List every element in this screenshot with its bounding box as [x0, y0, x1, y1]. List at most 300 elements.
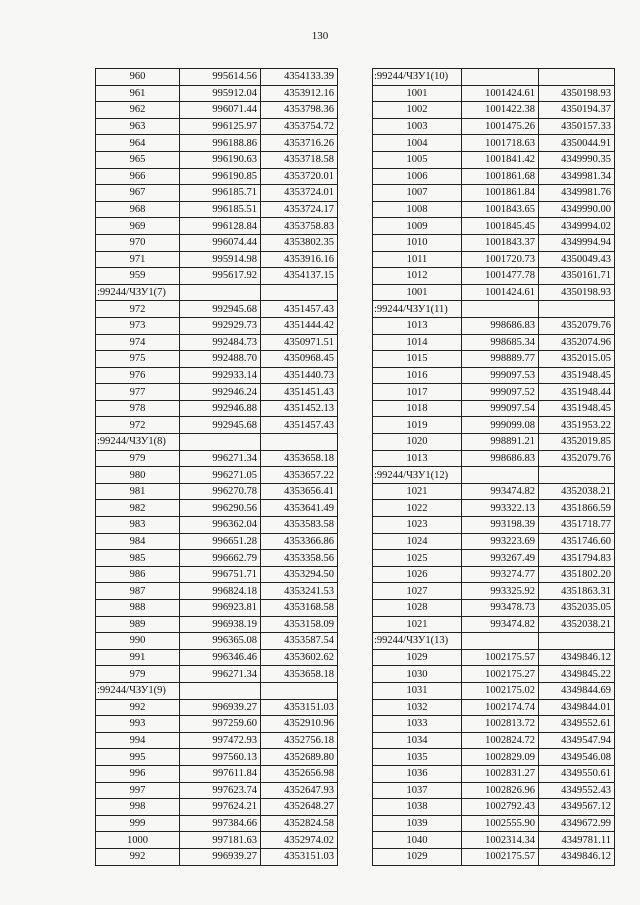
table-row: [96, 815, 338, 832]
table-row: [373, 832, 615, 849]
y-coordinate-cell: 4352074.96: [539, 334, 615, 351]
y-coordinate-cell: 4353151.03: [261, 848, 338, 865]
table-row: [373, 151, 615, 168]
table-row: [373, 351, 615, 368]
point-number-cell: 1015: [373, 351, 462, 368]
x-coordinate-cell: 1001718.63: [462, 135, 539, 152]
y-coordinate-cell: 4349547.94: [539, 732, 615, 749]
point-number-cell: 961: [96, 85, 180, 102]
table-row: [96, 168, 338, 185]
table-row: [373, 85, 615, 102]
x-coordinate-cell: 995617.92: [180, 268, 261, 285]
y-coordinate-cell: 4351863.31: [539, 583, 615, 600]
point-number-cell: 1012: [373, 268, 462, 285]
section-label-cell: :99244/ЧЗУ1(10): [373, 69, 462, 86]
y-coordinate-cell: 4352974.02: [261, 832, 338, 849]
y-coordinate-cell: 4353758.83: [261, 218, 338, 235]
y-coordinate-cell: 4350049.43: [539, 251, 615, 268]
x-coordinate-cell: 996651.28: [180, 533, 261, 550]
x-coordinate-cell: 996346.46: [180, 649, 261, 666]
x-coordinate-cell: 996071.44: [180, 102, 261, 119]
y-coordinate-cell: 4349994.02: [539, 218, 615, 235]
y-coordinate-cell: 4351457.43: [261, 417, 338, 434]
x-coordinate-cell: 993223.69: [462, 533, 539, 550]
x-coordinate-cell: 996185.51: [180, 201, 261, 218]
table-row: [373, 799, 615, 816]
y-coordinate-cell: 4349845.22: [539, 666, 615, 683]
x-coordinate-cell: 1002175.57: [462, 649, 539, 666]
table-row: [96, 467, 338, 484]
point-number-cell: 966: [96, 168, 180, 185]
x-coordinate-cell: 992933.14: [180, 367, 261, 384]
x-coordinate-cell: 998686.83: [462, 450, 539, 467]
point-number-cell: 1014: [373, 334, 462, 351]
table-row: [373, 765, 615, 782]
point-number-cell: 1016: [373, 367, 462, 384]
point-number-cell: 1000: [96, 832, 180, 849]
x-coordinate-cell: [462, 467, 539, 484]
x-coordinate-cell: 1002175.02: [462, 682, 539, 699]
x-coordinate-cell: 1001477.78: [462, 268, 539, 285]
table-row: [96, 799, 338, 816]
table-row: [96, 550, 338, 567]
y-coordinate-cell: 4351746.60: [539, 533, 615, 550]
y-coordinate-cell: 4352079.76: [539, 317, 615, 334]
y-coordinate-cell: 4349672.99: [539, 815, 615, 832]
table-row: [96, 500, 338, 517]
y-coordinate-cell: 4349990.00: [539, 201, 615, 218]
point-number-cell: 965: [96, 151, 180, 168]
x-coordinate-cell: 995614.56: [180, 69, 261, 86]
point-number-cell: 979: [96, 450, 180, 467]
y-coordinate-cell: 4349552.61: [539, 716, 615, 733]
y-coordinate-cell: 4351444.42: [261, 317, 338, 334]
y-coordinate-cell: 4353241.53: [261, 583, 338, 600]
point-number-cell: 1006: [373, 168, 462, 185]
point-number-cell: 993: [96, 716, 180, 733]
point-number-cell: 989: [96, 616, 180, 633]
table-row: [96, 749, 338, 766]
point-number-cell: 1018: [373, 400, 462, 417]
y-coordinate-cell: 4350198.93: [539, 85, 615, 102]
x-coordinate-cell: 1001424.61: [462, 85, 539, 102]
table-row: [96, 666, 338, 683]
point-number-cell: 1028: [373, 600, 462, 617]
x-coordinate-cell: 992945.68: [180, 417, 261, 434]
x-coordinate-cell: 996365.08: [180, 633, 261, 650]
point-number-cell: 1035: [373, 749, 462, 766]
table-row: [373, 102, 615, 119]
x-coordinate-cell: 1001475.26: [462, 118, 539, 135]
table-row: [373, 201, 615, 218]
y-coordinate-cell: 4350161.71: [539, 268, 615, 285]
x-coordinate-cell: 996271.34: [180, 450, 261, 467]
x-coordinate-cell: 996362.04: [180, 517, 261, 534]
x-coordinate-cell: [180, 682, 261, 699]
x-coordinate-cell: 997259.60: [180, 716, 261, 733]
y-coordinate-cell: 4349981.76: [539, 185, 615, 202]
y-coordinate-cell: 4350044.91: [539, 135, 615, 152]
y-coordinate-cell: 4352035.05: [539, 600, 615, 617]
x-coordinate-cell: 997623.74: [180, 782, 261, 799]
table-row: [373, 268, 615, 285]
y-coordinate-cell: 4349550.61: [539, 765, 615, 782]
point-number-cell: 1024: [373, 533, 462, 550]
table-row: [96, 135, 338, 152]
x-coordinate-cell: 996270.78: [180, 483, 261, 500]
point-number-cell: 1039: [373, 815, 462, 832]
point-number-cell: 1010: [373, 234, 462, 251]
x-coordinate-cell: 998891.21: [462, 434, 539, 451]
y-coordinate-cell: 4350157.33: [539, 118, 615, 135]
table-row: [96, 583, 338, 600]
x-coordinate-cell: 992946.24: [180, 384, 261, 401]
section-header-row: [373, 69, 615, 86]
table-row: [373, 417, 615, 434]
table-row: [373, 284, 615, 301]
point-number-cell: 992: [96, 699, 180, 716]
point-number-cell: 1001: [373, 85, 462, 102]
y-coordinate-cell: [539, 69, 615, 86]
y-coordinate-cell: 4353583.58: [261, 517, 338, 534]
point-number-cell: 984: [96, 533, 180, 550]
table-row: [96, 301, 338, 318]
table-row: [373, 616, 615, 633]
x-coordinate-cell: 996751.71: [180, 566, 261, 583]
x-coordinate-cell: 993198.39: [462, 517, 539, 534]
x-coordinate-cell: 997181.63: [180, 832, 261, 849]
table-row: [96, 716, 338, 733]
section-header-row: [96, 284, 338, 301]
x-coordinate-cell: [180, 284, 261, 301]
table-row: [96, 218, 338, 235]
point-number-cell: 1021: [373, 483, 462, 500]
y-coordinate-cell: 4353151.03: [261, 699, 338, 716]
y-coordinate-cell: 4353602.62: [261, 649, 338, 666]
y-coordinate-cell: 4349844.69: [539, 682, 615, 699]
y-coordinate-cell: 4351948.45: [539, 400, 615, 417]
table-row: [373, 334, 615, 351]
x-coordinate-cell: 995914.98: [180, 251, 261, 268]
table-row: [96, 848, 338, 865]
table-row: [373, 400, 615, 417]
point-number-cell: 980: [96, 467, 180, 484]
table-row: [96, 517, 338, 534]
y-coordinate-cell: 4352015.05: [539, 351, 615, 368]
table-row: [373, 600, 615, 617]
point-number-cell: 1034: [373, 732, 462, 749]
point-number-cell: 1007: [373, 185, 462, 202]
table-row: [373, 682, 615, 699]
x-coordinate-cell: 1002175.57: [462, 848, 539, 865]
x-coordinate-cell: 996824.18: [180, 583, 261, 600]
table-row: [373, 500, 615, 517]
section-label-cell: :99244/ЧЗУ1(7): [96, 284, 180, 301]
point-number-cell: 963: [96, 118, 180, 135]
point-number-cell: 1004: [373, 135, 462, 152]
page-number: 130: [311, 30, 329, 42]
table-row: [96, 450, 338, 467]
y-coordinate-cell: 4353718.58: [261, 151, 338, 168]
x-coordinate-cell: 992484.73: [180, 334, 261, 351]
point-number-cell: 978: [96, 400, 180, 417]
point-number-cell: 1017: [373, 384, 462, 401]
section-header-row: [373, 301, 615, 318]
point-number-cell: 1027: [373, 583, 462, 600]
table-row: [96, 533, 338, 550]
table-row: [373, 384, 615, 401]
y-coordinate-cell: 4353798.36: [261, 102, 338, 119]
y-coordinate-cell: 4350194.37: [539, 102, 615, 119]
x-coordinate-cell: 1001841.42: [462, 151, 539, 168]
y-coordinate-cell: 4352756.18: [261, 732, 338, 749]
section-label-cell: :99244/ЧЗУ1(11): [373, 301, 462, 318]
table-row: [96, 317, 338, 334]
section-label-cell: :99244/ЧЗУ1(13): [373, 633, 462, 650]
x-coordinate-cell: [462, 301, 539, 318]
y-coordinate-cell: [261, 682, 338, 699]
y-coordinate-cell: 4353658.18: [261, 450, 338, 467]
y-coordinate-cell: 4351794.83: [539, 550, 615, 567]
y-coordinate-cell: 4349981.34: [539, 168, 615, 185]
table-body: [96, 69, 338, 866]
x-coordinate-cell: 993322.13: [462, 500, 539, 517]
point-number-cell: 999: [96, 815, 180, 832]
table-row: [373, 566, 615, 583]
y-coordinate-cell: 4354137.15: [261, 268, 338, 285]
y-coordinate-cell: 4349781.11: [539, 832, 615, 849]
y-coordinate-cell: 4349990.35: [539, 151, 615, 168]
point-number-cell: 1005: [373, 151, 462, 168]
table-row: [96, 334, 338, 351]
coordinates-table-right: [372, 68, 615, 866]
x-coordinate-cell: 1001422.38: [462, 102, 539, 119]
table-row: [373, 483, 615, 500]
point-number-cell: 1038: [373, 799, 462, 816]
point-number-cell: 1030: [373, 666, 462, 683]
table-row: [373, 666, 615, 683]
point-number-cell: 977: [96, 384, 180, 401]
x-coordinate-cell: [180, 434, 261, 451]
point-number-cell: 972: [96, 301, 180, 318]
y-coordinate-cell: 4353168.58: [261, 600, 338, 617]
y-coordinate-cell: 4353358.56: [261, 550, 338, 567]
table-row: [373, 848, 615, 865]
table-row: [96, 417, 338, 434]
table-row: [96, 483, 338, 500]
y-coordinate-cell: [261, 284, 338, 301]
x-coordinate-cell: 997384.66: [180, 815, 261, 832]
x-coordinate-cell: 996271.34: [180, 666, 261, 683]
y-coordinate-cell: 4353720.01: [261, 168, 338, 185]
y-coordinate-cell: 4352689.80: [261, 749, 338, 766]
x-coordinate-cell: 998686.83: [462, 317, 539, 334]
x-coordinate-cell: [462, 633, 539, 650]
y-coordinate-cell: 4352648.27: [261, 799, 338, 816]
x-coordinate-cell: 998889.77: [462, 351, 539, 368]
y-coordinate-cell: 4353716.26: [261, 135, 338, 152]
x-coordinate-cell: 996662.79: [180, 550, 261, 567]
table-row: [373, 649, 615, 666]
y-coordinate-cell: 4353641.49: [261, 500, 338, 517]
table-row: [96, 151, 338, 168]
table-row: [96, 268, 338, 285]
y-coordinate-cell: 4353916.16: [261, 251, 338, 268]
y-coordinate-cell: 4350198.93: [539, 284, 615, 301]
point-number-cell: 962: [96, 102, 180, 119]
point-number-cell: 998: [96, 799, 180, 816]
table-body: [373, 69, 615, 866]
x-coordinate-cell: 993325.92: [462, 583, 539, 600]
point-number-cell: 1023: [373, 517, 462, 534]
x-coordinate-cell: 1002831.27: [462, 765, 539, 782]
x-coordinate-cell: 996074.44: [180, 234, 261, 251]
x-coordinate-cell: 992945.68: [180, 301, 261, 318]
table-row: [96, 69, 338, 86]
point-number-cell: 1025: [373, 550, 462, 567]
x-coordinate-cell: 1001843.37: [462, 234, 539, 251]
point-number-cell: 1029: [373, 848, 462, 865]
x-coordinate-cell: 997624.21: [180, 799, 261, 816]
point-number-cell: 960: [96, 69, 180, 86]
table-row: [373, 533, 615, 550]
x-coordinate-cell: 993474.82: [462, 616, 539, 633]
y-coordinate-cell: 4351948.45: [539, 367, 615, 384]
y-coordinate-cell: 4353587.54: [261, 633, 338, 650]
x-coordinate-cell: 997472.93: [180, 732, 261, 749]
table-row: [373, 218, 615, 235]
table-row: [373, 782, 615, 799]
table-row: [96, 699, 338, 716]
y-coordinate-cell: 4351718.77: [539, 517, 615, 534]
y-coordinate-cell: 4351452.13: [261, 400, 338, 417]
point-number-cell: 981: [96, 483, 180, 500]
section-header-row: [96, 434, 338, 451]
table-row: [96, 201, 338, 218]
y-coordinate-cell: 4353912.16: [261, 85, 338, 102]
x-coordinate-cell: 997560.13: [180, 749, 261, 766]
point-number-cell: 1037: [373, 782, 462, 799]
table-row: [96, 118, 338, 135]
table-row: [96, 765, 338, 782]
point-number-cell: 1033: [373, 716, 462, 733]
point-number-cell: 979: [96, 666, 180, 683]
y-coordinate-cell: 4351953.22: [539, 417, 615, 434]
point-number-cell: 967: [96, 185, 180, 202]
x-coordinate-cell: 996125.97: [180, 118, 261, 135]
x-coordinate-cell: 995912.04: [180, 85, 261, 102]
y-coordinate-cell: 4353724.01: [261, 185, 338, 202]
table-row: [373, 234, 615, 251]
point-number-cell: 992: [96, 848, 180, 865]
point-number-cell: 1013: [373, 450, 462, 467]
table-row: [96, 367, 338, 384]
y-coordinate-cell: 4349994.94: [539, 234, 615, 251]
x-coordinate-cell: 1002829.09: [462, 749, 539, 766]
table-row: [96, 384, 338, 401]
y-coordinate-cell: 4353656.41: [261, 483, 338, 500]
point-number-cell: 1031: [373, 682, 462, 699]
table-row: [96, 234, 338, 251]
table-row: [373, 815, 615, 832]
point-number-cell: 1013: [373, 317, 462, 334]
table-row: [96, 251, 338, 268]
y-coordinate-cell: 4352079.76: [539, 450, 615, 467]
point-number-cell: 1029: [373, 649, 462, 666]
y-coordinate-cell: 4351440.73: [261, 367, 338, 384]
y-coordinate-cell: 4352824.58: [261, 815, 338, 832]
x-coordinate-cell: 1001424.61: [462, 284, 539, 301]
point-number-cell: 995: [96, 749, 180, 766]
y-coordinate-cell: 4351948.44: [539, 384, 615, 401]
y-coordinate-cell: [539, 467, 615, 484]
x-coordinate-cell: 1002175.27: [462, 666, 539, 683]
point-number-cell: 974: [96, 334, 180, 351]
x-coordinate-cell: 996185.71: [180, 185, 261, 202]
point-number-cell: 1001: [373, 284, 462, 301]
x-coordinate-cell: 1002826.96: [462, 782, 539, 799]
point-number-cell: 994: [96, 732, 180, 749]
y-coordinate-cell: 4351802.20: [539, 566, 615, 583]
point-number-cell: 1002: [373, 102, 462, 119]
y-coordinate-cell: [261, 434, 338, 451]
point-number-cell: 971: [96, 251, 180, 268]
table-row: [373, 251, 615, 268]
table-row: [373, 517, 615, 534]
x-coordinate-cell: 1002555.90: [462, 815, 539, 832]
y-coordinate-cell: 4351457.43: [261, 301, 338, 318]
x-coordinate-cell: 996923.81: [180, 600, 261, 617]
table-row: [96, 782, 338, 799]
x-coordinate-cell: 999097.53: [462, 367, 539, 384]
x-coordinate-cell: 996188.86: [180, 135, 261, 152]
point-number-cell: 990: [96, 633, 180, 650]
section-label-cell: :99244/ЧЗУ1(8): [96, 434, 180, 451]
point-number-cell: 1022: [373, 500, 462, 517]
table-row: [373, 367, 615, 384]
x-coordinate-cell: 992488.70: [180, 351, 261, 368]
table-row: [96, 616, 338, 633]
x-coordinate-cell: 1002813.72: [462, 716, 539, 733]
y-coordinate-cell: 4349846.12: [539, 848, 615, 865]
y-coordinate-cell: 4352647.93: [261, 782, 338, 799]
y-coordinate-cell: 4353294.50: [261, 566, 338, 583]
x-coordinate-cell: 996190.85: [180, 168, 261, 185]
point-number-cell: 1026: [373, 566, 462, 583]
coordinates-table-left: [95, 68, 338, 866]
section-label-cell: :99244/ЧЗУ1(9): [96, 682, 180, 699]
x-coordinate-cell: 992946.88: [180, 400, 261, 417]
point-number-cell: 969: [96, 218, 180, 235]
x-coordinate-cell: 999097.54: [462, 400, 539, 417]
table-row: [96, 649, 338, 666]
point-number-cell: 973: [96, 317, 180, 334]
x-coordinate-cell: 1001861.68: [462, 168, 539, 185]
point-number-cell: 959: [96, 268, 180, 285]
point-number-cell: 988: [96, 600, 180, 617]
y-coordinate-cell: 4350968.45: [261, 351, 338, 368]
section-header-row: [96, 682, 338, 699]
section-header-row: [373, 633, 615, 650]
x-coordinate-cell: 997611.84: [180, 765, 261, 782]
y-coordinate-cell: 4352038.21: [539, 483, 615, 500]
point-number-cell: 983: [96, 517, 180, 534]
point-number-cell: 1019: [373, 417, 462, 434]
point-number-cell: 1009: [373, 218, 462, 235]
x-coordinate-cell: 993474.82: [462, 483, 539, 500]
table-row: [373, 185, 615, 202]
point-number-cell: 986: [96, 566, 180, 583]
